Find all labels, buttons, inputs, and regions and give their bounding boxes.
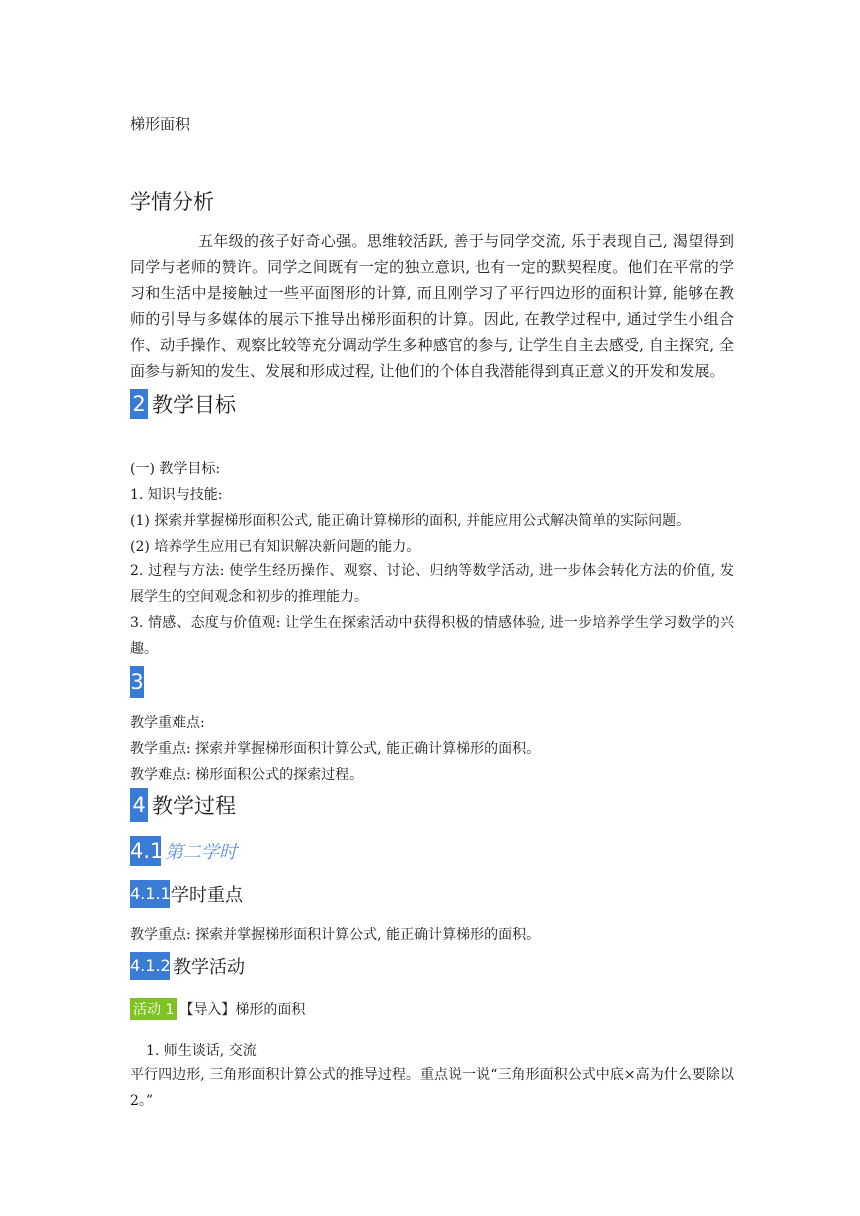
- section-number: 3: [130, 666, 144, 698]
- goals-line: 1. 知识与技能:: [130, 487, 223, 503]
- subsection-heading: [130, 880, 243, 908]
- goals-line: (一) 教学目标:: [130, 461, 221, 477]
- activity-badge: 活动 1: [130, 998, 177, 1020]
- analysis-paragraph: 五年级的孩子好奇心强。思维较活跃, 善于与同学交流, 乐于表现自己, 渴望得到同学与老师的赞许。同学之间既有一定的独立意识, 也有一定的默契程度。他们在平常的学习和生活中是接触过一些平面图形的计算, 而且刚学习了平行四边形的面积计算, 能够在教师的引导与多媒体的展示下推导出梯形面积的计算。因此, 在教学过程中, 通过学生小组合作、动手操作、观察比较等充分调动学生多种感官的参与, 让学生自主去感受, 自主探究, 全面参与新知的发生、发展和形成过程, 让他们的个体自我潜能得到真正意义的开发和发展。: [130, 232, 734, 380]
- section-title: 学时重点: [171, 885, 243, 906]
- section-number: 4: [130, 788, 148, 822]
- goals-line: (1) 探索并掌握梯形面积公式, 能正确计算梯形的面积, 并能应用公式解决简单的实际问题。: [130, 513, 691, 529]
- goals-emotion: 3. 情感、态度与价值观: 让学生在探索活动中获得积极的情感体验, 进一步培养学生学习数学的兴趣。: [130, 615, 734, 657]
- subsection-heading: [130, 836, 237, 866]
- section-title: 教学活动: [173, 957, 245, 978]
- goals-line: (2) 培养学生应用已有知识解决新问题的能力。: [130, 539, 421, 555]
- section-title: 第二学时: [165, 842, 237, 863]
- key-line: 教学重点: 探索并掌握梯形面积计算公式, 能正确计算梯形的面积。: [130, 741, 541, 757]
- activity-heading: [130, 998, 305, 1020]
- activity-title: 【导入】梯形的面积: [179, 1002, 306, 1018]
- section-title: 教学过程: [152, 794, 236, 818]
- section-number: 2: [130, 389, 148, 419]
- section-title: 教学目标: [152, 393, 236, 417]
- key-line: 教学重难点:: [130, 715, 205, 731]
- key-point-text: 教学重点: 探索并掌握梯形面积计算公式, 能正确计算梯形的面积。: [130, 927, 541, 943]
- section-number: 4.1: [130, 836, 161, 866]
- step-label: 1. 师生谈话, 交流: [146, 1043, 257, 1059]
- key-line: 教学难点: 梯形面积公式的探索过程。: [130, 767, 364, 783]
- document-title: 梯形面积: [130, 115, 191, 133]
- heading-analysis: 学情分析: [130, 190, 214, 214]
- section-number: 4.1.1: [130, 880, 170, 908]
- section-number: 4.1.2: [130, 952, 170, 980]
- section-key-heading: [130, 666, 144, 698]
- section-process-heading: [130, 788, 236, 822]
- section-goals-heading: [130, 389, 236, 419]
- step-text: 平行四边形, 三角形面积计算公式的推导过程。重点说一说“三角形面积公式中底×高为什么要除以 2。”: [130, 1067, 734, 1109]
- subsection-heading: [130, 952, 245, 980]
- goals-process: 2. 过程与方法: 使学生经历操作、观察、讨论、归纳等数学活动, 进一步体会转化方法的价值, 发展学生的空间观念和初步的推理能力。: [130, 563, 734, 605]
